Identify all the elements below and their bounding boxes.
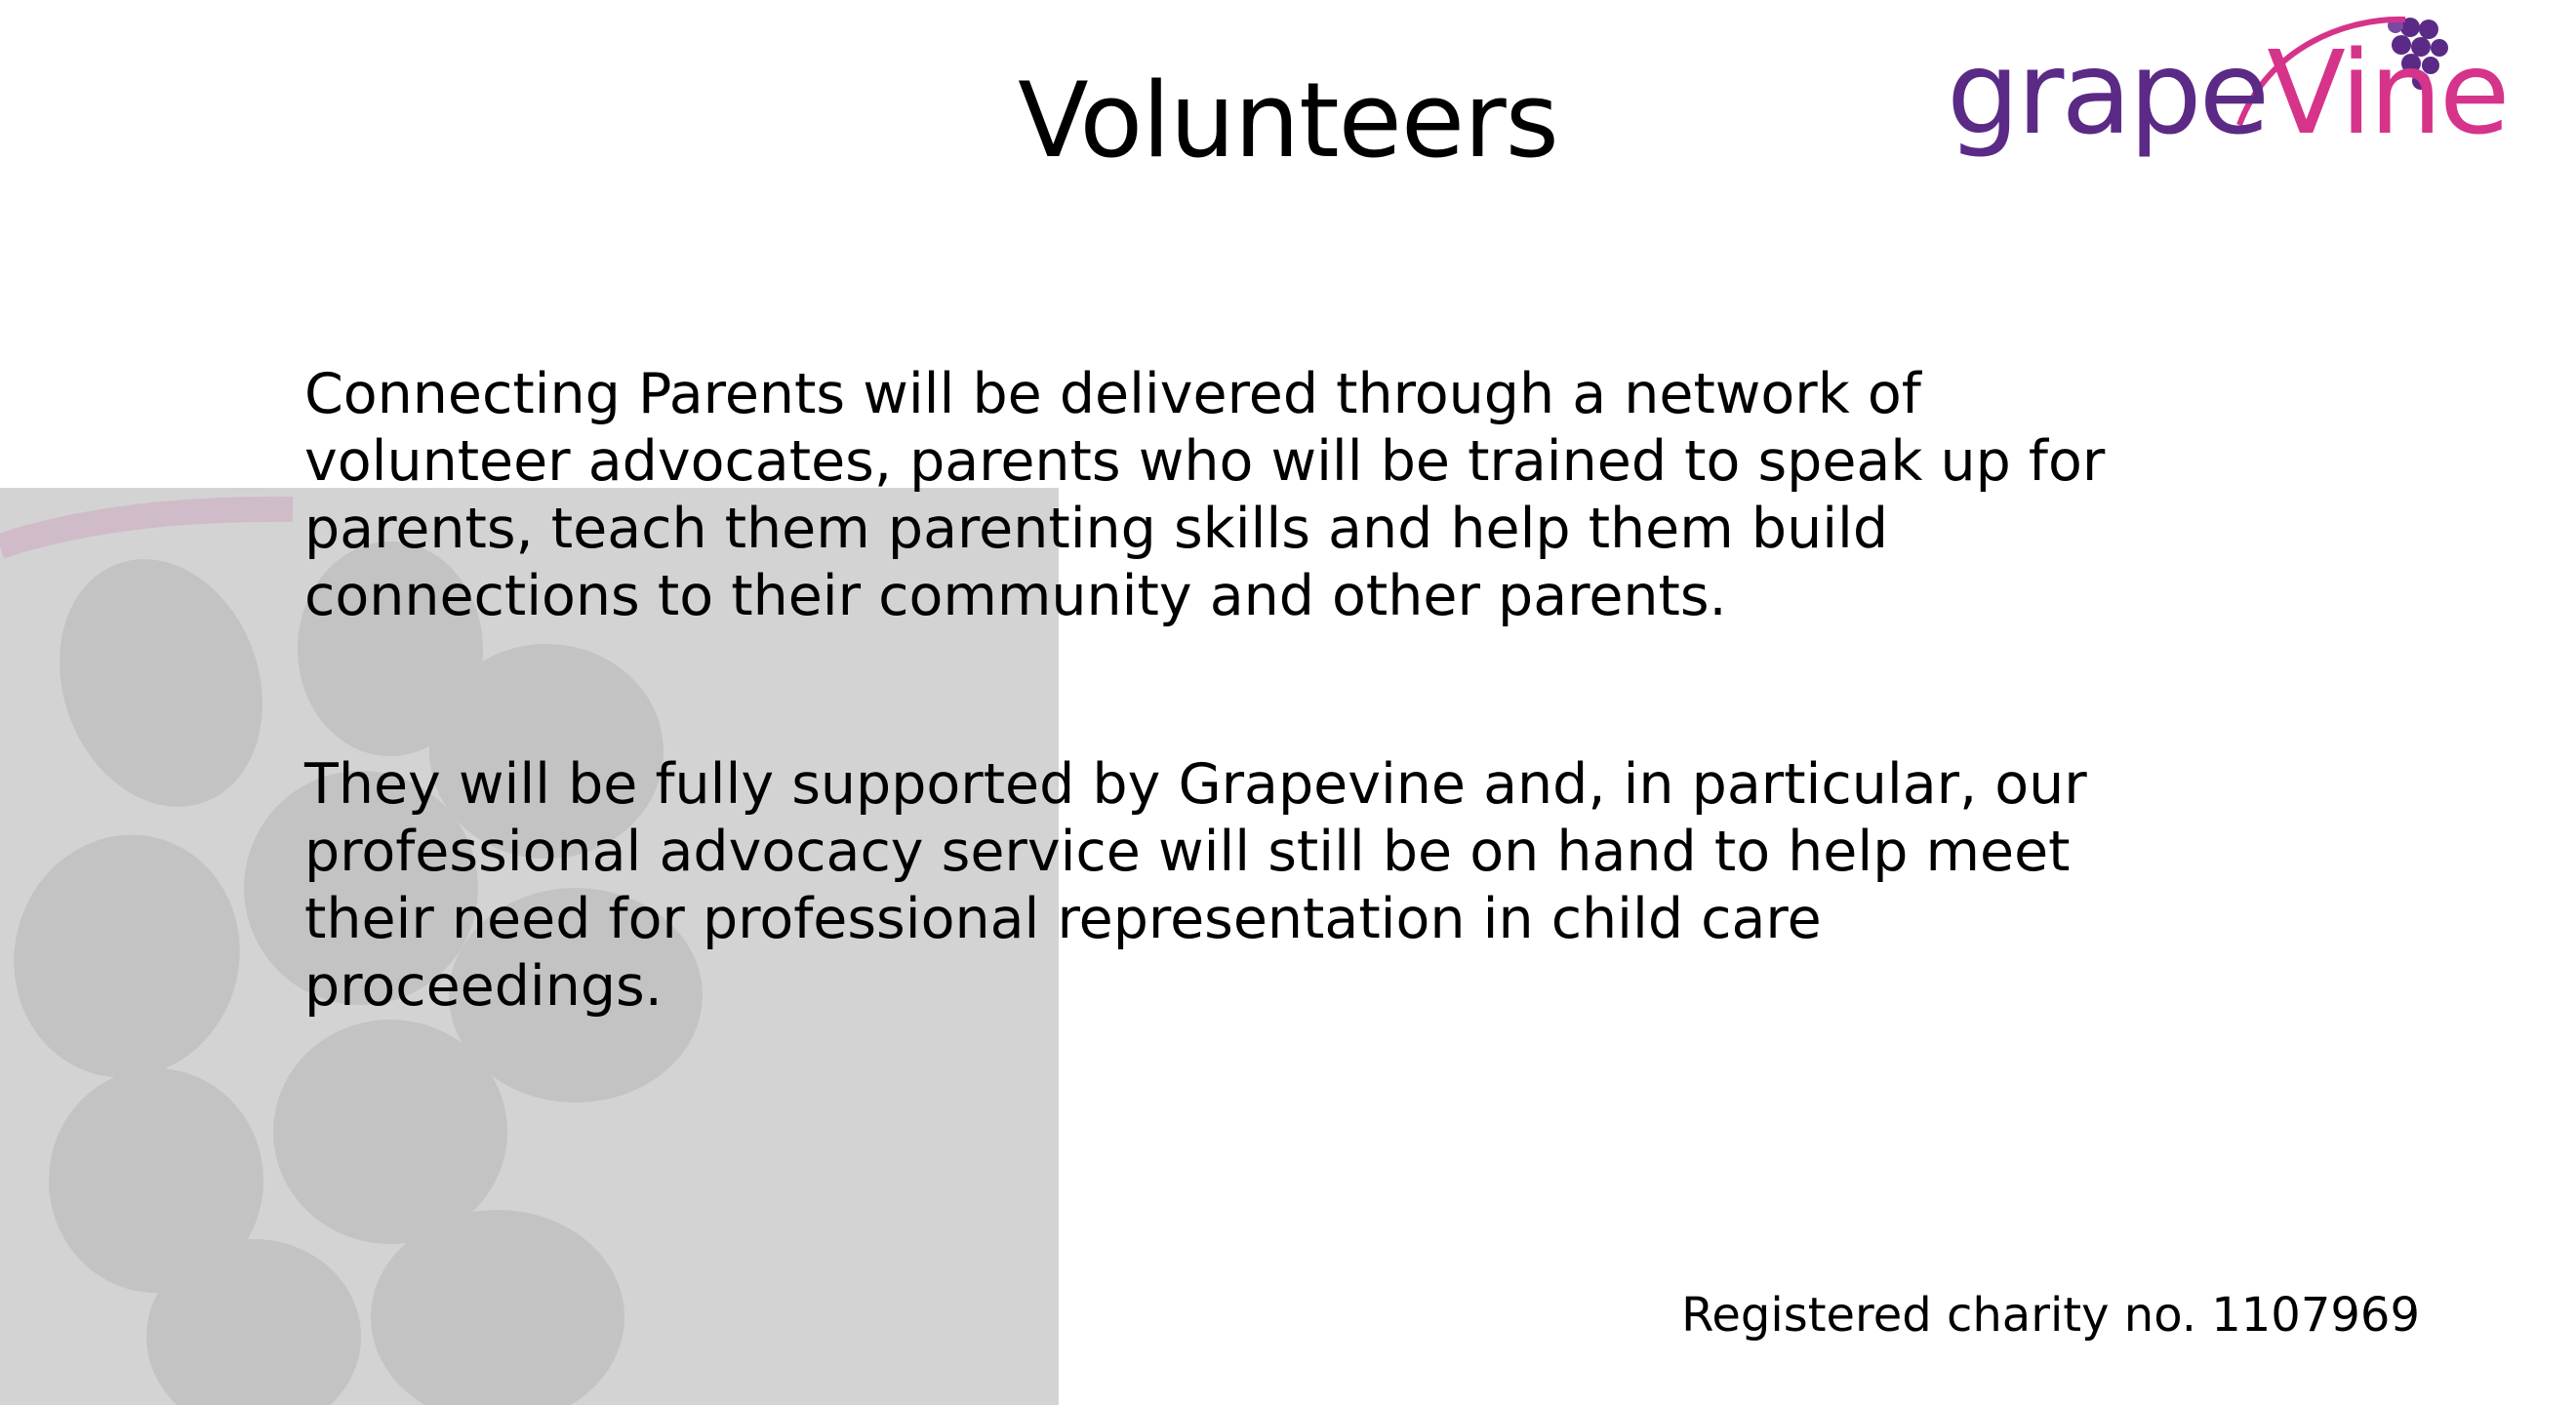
logo-text [1947, 25, 2508, 160]
grapevine-logo [1947, 8, 2508, 183]
charity-number: Registered charity no. 1107969 [1681, 1288, 2420, 1343]
paragraph-connecting-parents: Connecting Parents will be delivered through a network of volunteer advocates, parents who will be trained to speak up for parents, teach them parenting skills and help them build connections to their community and other parents. [304, 362, 2106, 628]
body-text [304, 361, 2158, 1021]
logo-text-grape: grape [1947, 25, 2268, 160]
logo-text-vine: Vine [2267, 25, 2508, 160]
paragraph-support: They will be fully supported by Grapevine and, in particular, our professional advocacy service will still be on hand to help meet their need for professional representation in child care proceedings. [304, 752, 2087, 1019]
slide-title: Volunteers [1018, 60, 1558, 181]
